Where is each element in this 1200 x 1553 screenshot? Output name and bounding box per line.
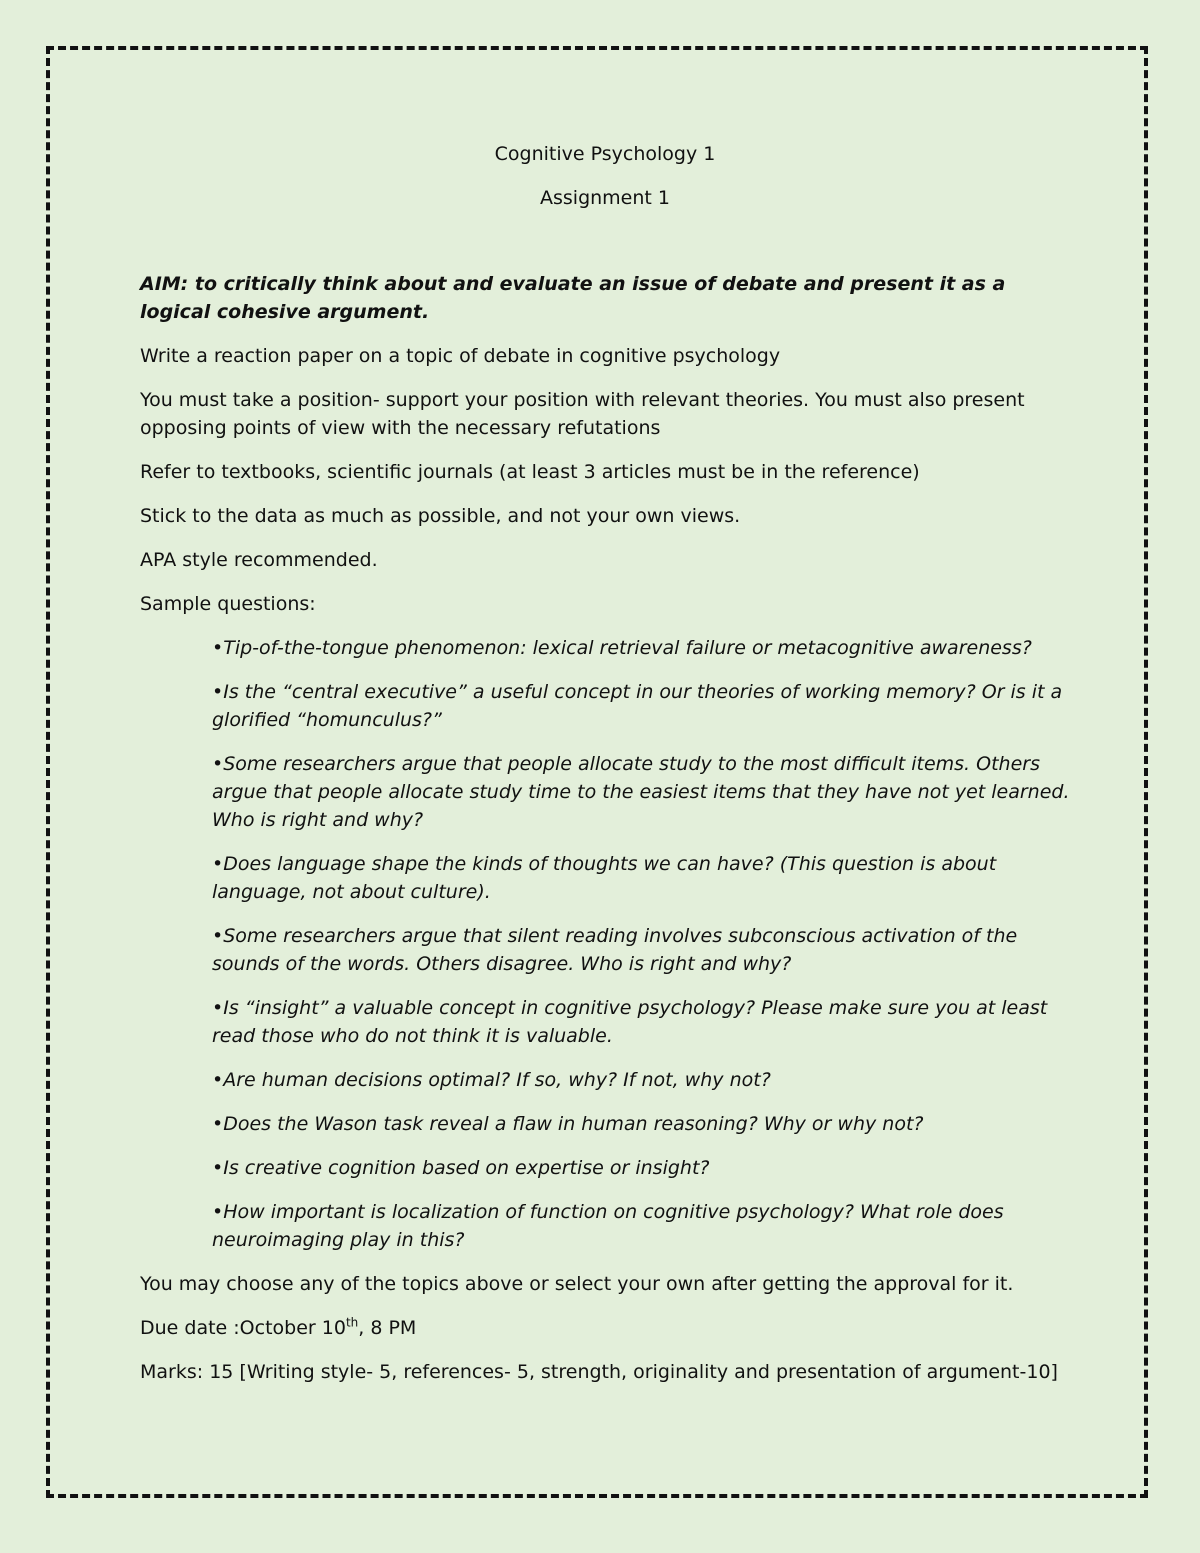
due-date-ordinal: th [345,1315,359,1330]
question-text: How important is localization of function on cognitive psychology? What role does neuroimaging play in this? [212,1201,1004,1251]
instruction-paragraph: You must take a position- support your position with relevant theories. You must also present opposing points of view with the necessary refutations [140,389,1025,439]
list-item [212,994,1070,1050]
marks-breakdown: Marks: 15 [Writing style- 5, references- 5, strength, originality and presentation of argument-10] [140,1361,1058,1383]
due-date-text: Due date :October 10 [140,1317,346,1339]
list-item [212,1066,1070,1094]
document-body [140,140,1070,1402]
list-item [212,750,1070,834]
list-item [212,922,1070,978]
bullet-icon: • [212,1113,224,1135]
list-item [212,1198,1070,1254]
question-text: Tip-of-the-tongue phenomenon: lexical retrieval failure or metacognitive awareness? [223,637,1032,659]
list-item [212,634,1070,662]
document-title: Cognitive Psychology 1 [494,143,716,165]
bullet-icon: • [212,997,224,1019]
instruction-paragraph: Refer to textbooks, scientific journals (at least 3 articles must be in the reference) [140,461,920,483]
bullet-icon: • [212,1157,224,1179]
due-date [140,1314,1070,1342]
question-text: Does the Wason task reveal a flaw in human reasoning? Why or why not? [223,1113,924,1135]
question-text: Does language shape the kinds of thoughts we can have? (This question is about language, not about culture). [212,853,997,903]
aim-statement: AIM: to critically think about and evaluate an issue of debate and present it as a logical cohesive argument. [140,273,1006,323]
bullet-icon: • [212,753,224,775]
list-item [212,1110,1070,1138]
sample-questions-heading: Sample questions: [140,593,316,615]
assignment-number: Assignment 1 [540,187,670,209]
list-item [212,850,1070,906]
bullet-icon: • [212,853,224,875]
bullet-icon: • [212,681,224,703]
question-text: Some researchers argue that people allocate study to the most difficult items. Others argue that people allocate study time to the easiest items that they have not yet learned. Who is right and why? [212,753,1070,831]
bullet-icon: • [212,1069,224,1091]
due-date-time: , 8 PM [358,1317,417,1339]
question-text: Are human decisions optimal? If so, why? If not, why not? [223,1069,771,1091]
instruction-paragraph: APA style recommended. [140,549,378,571]
sample-questions-list [140,634,1070,1254]
bullet-icon: • [212,637,224,659]
instruction-paragraph: Write a reaction paper on a topic of debate in cognitive psychology [140,345,781,367]
question-text: Is the “central executive” a useful concept in our theories of working memory? Or is it a glorified “homunculus?” [212,681,1063,731]
list-item [212,1154,1070,1182]
closing-note: You may choose any of the topics above or select your own after getting the approval for it. [140,1273,1014,1295]
question-text: Some researchers argue that silent reading involves subconscious activation of the sounds of the words. Others disagree. Who is right and why? [212,925,1018,975]
bullet-icon: • [212,1201,224,1223]
question-text: Is “insight” a valuable concept in cognitive psychology? Please make sure you at least read those who do not think it is valuable. [212,997,1048,1047]
question-text: Is creative cognition based on expertise or insight? [223,1157,710,1179]
bullet-icon: • [212,925,224,947]
list-item [212,678,1070,734]
instruction-paragraph: Stick to the data as much as possible, and not your own views. [140,505,741,527]
